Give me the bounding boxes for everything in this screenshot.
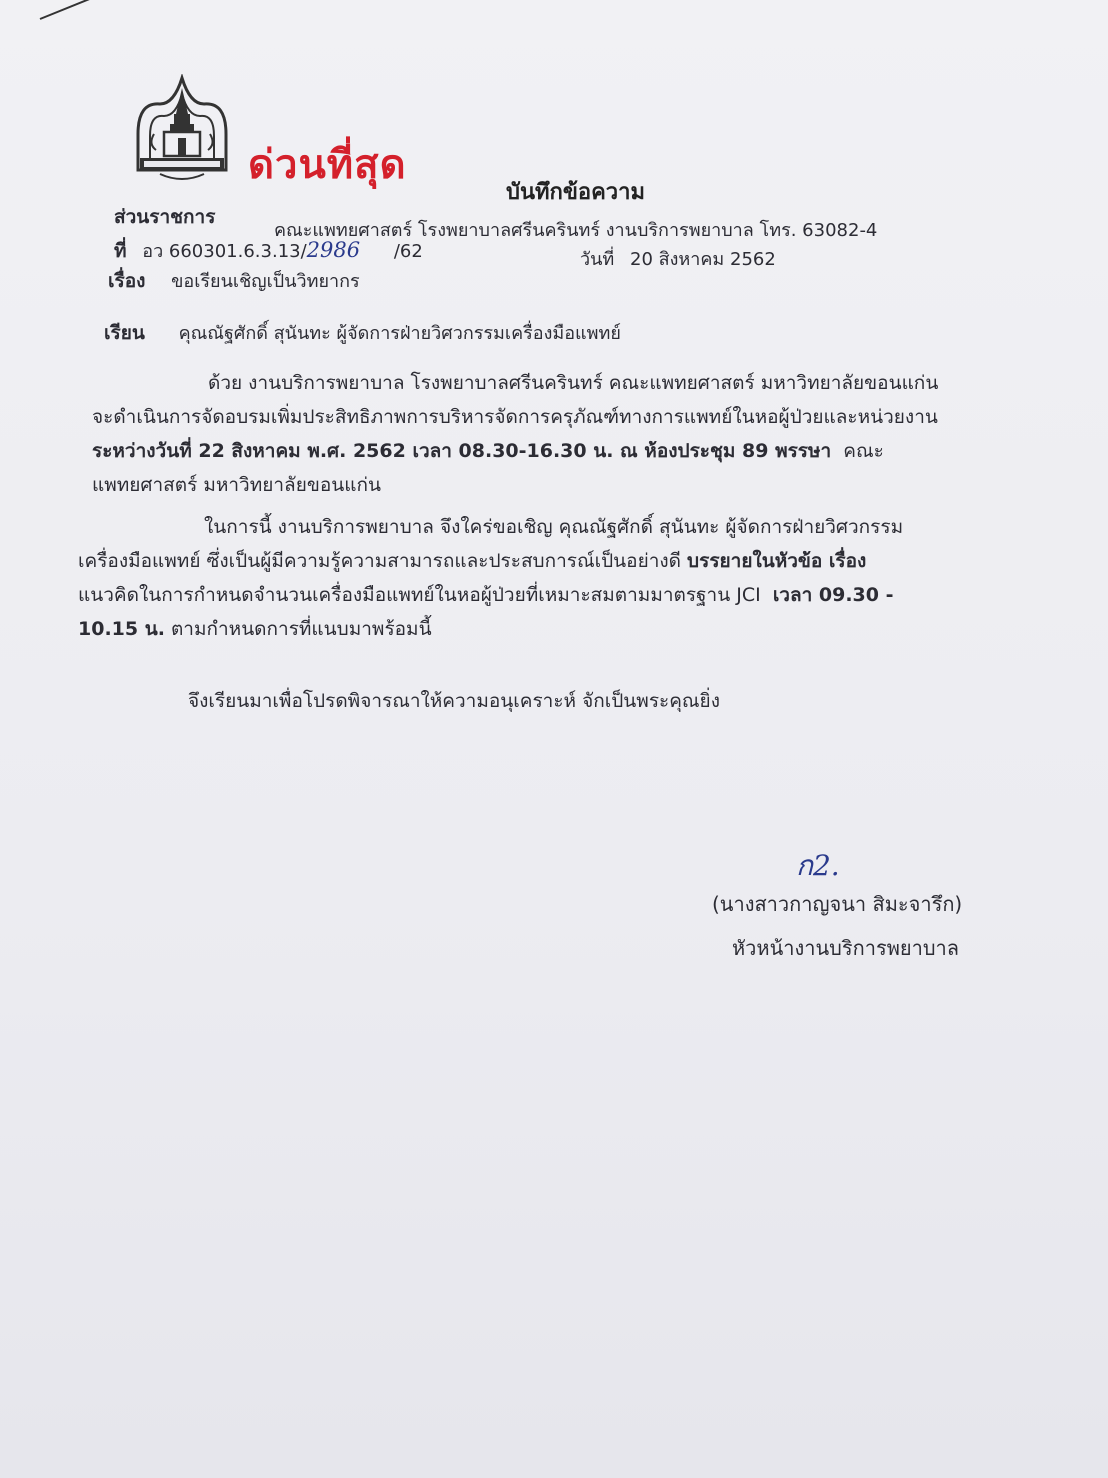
signatory-position: หัวหน้างานบริการพยาบาล — [732, 936, 960, 960]
department-value: คณะแพทยศาสตร์ โรงพยาบาลศรีนครินทร์ งานบริการพยาบาล โทร. 63082-4 — [274, 220, 878, 241]
body-paragraph-1 — [92, 366, 1042, 502]
paragraph-line — [78, 544, 1038, 578]
signatory-name: (นางสาวกาญจนา สิมะจารึก) — [712, 892, 963, 916]
date-row — [580, 244, 776, 273]
reference-label: ที่ — [114, 240, 127, 262]
date-label: วันที่ — [580, 249, 615, 270]
paragraph-line: ในการนี้ งานบริการพยาบาล จึงใคร่ขอเชิญ คุณณัฐศักดิ์ สุนันทะ ผู้จัดการฝ่ายวิศวกรรม — [204, 516, 904, 538]
subject-row — [108, 266, 360, 296]
date-value: 20 สิงหาคม 2562 — [630, 249, 776, 270]
addressee-value: คุณณัฐศักดิ์ สุนันทะ ผู้จัดการฝ่ายวิศวกรรมเครื่องมือแพทย์ — [178, 323, 621, 344]
paragraph-line: ด้วย งานบริการพยาบาล โรงพยาบาลศรีนครินทร์ คณะแพทยศาสตร์ มหาวิทยาลัยขอนแก่น — [208, 372, 939, 394]
closing-paragraph: จึงเรียนมาเพื่อโปรดพิจารณาให้ความอนุเคราะห์ จักเป็นพระคุณยิ่ง — [188, 690, 720, 712]
event-date-time-location: ระหว่างวันที่ 22 สิงหาคม พ.ศ. 2562 เวลา 08.30-16.30 น. ณ ห้องประชุม 89 พรรษา — [92, 440, 832, 462]
department-label: ส่วนราชการ — [114, 206, 216, 228]
lecture-time-start: เวลา 09.30 - — [772, 584, 894, 606]
paragraph-line — [78, 612, 1038, 646]
urgency-stamp: ด่วนที่สุด — [248, 142, 407, 188]
lecture-topic-label: บรรยายในหัวข้อ เรื่อง — [687, 550, 867, 572]
memo-title: บันทึกข้อความ — [506, 180, 646, 205]
lecture-topic: แนวคิดในการกำหนดจำนวนเครื่องมือแพทย์ในหอผู้ป่วยที่เหมาะสมตามมาตรฐาน JCI — [78, 584, 761, 606]
paragraph-line: จะดำเนินการจัดอบรมเพิ่มประสิทธิภาพการบริหารจัดการครุภัณฑ์ทางการแพทย์ในหอผู้ป่วยและหน่วยงาน — [92, 406, 938, 428]
paragraph-line — [92, 434, 1042, 468]
lecture-time-end: 10.15 น. — [78, 618, 165, 640]
university-seal-logo — [130, 74, 234, 186]
paragraph-text: คณะ — [843, 440, 884, 462]
handwritten-signature: ก2. — [796, 849, 840, 882]
subject-label: เรื่อง — [108, 270, 146, 292]
subject-value: ขอเรียนเชิญเป็นวิทยากร — [171, 271, 360, 292]
addressee-row — [104, 318, 621, 348]
reference-suffix: /62 — [393, 241, 423, 262]
reference-prefix: อว 660301.6.3.13/ — [142, 241, 307, 262]
pen-stroke — [40, 0, 100, 20]
body-paragraph-2 — [78, 510, 1038, 646]
addressee-label: เรียน — [104, 322, 145, 344]
reference-handwritten-number: 2986 — [306, 238, 361, 262]
paragraph-line — [78, 578, 1038, 612]
paragraph-text: เครื่องมือแพทย์ ซึ่งเป็นผู้มีความรู้ความสามารถและประสบการณ์เป็นอย่างดี — [78, 550, 681, 572]
paragraph-line: แพทยศาสตร์ มหาวิทยาลัยขอนแก่น — [92, 474, 381, 496]
reference-row — [114, 236, 423, 266]
paragraph-text: ตามกำหนดการที่แนบมาพร้อมนี้ — [170, 618, 432, 640]
department-row — [114, 202, 215, 232]
